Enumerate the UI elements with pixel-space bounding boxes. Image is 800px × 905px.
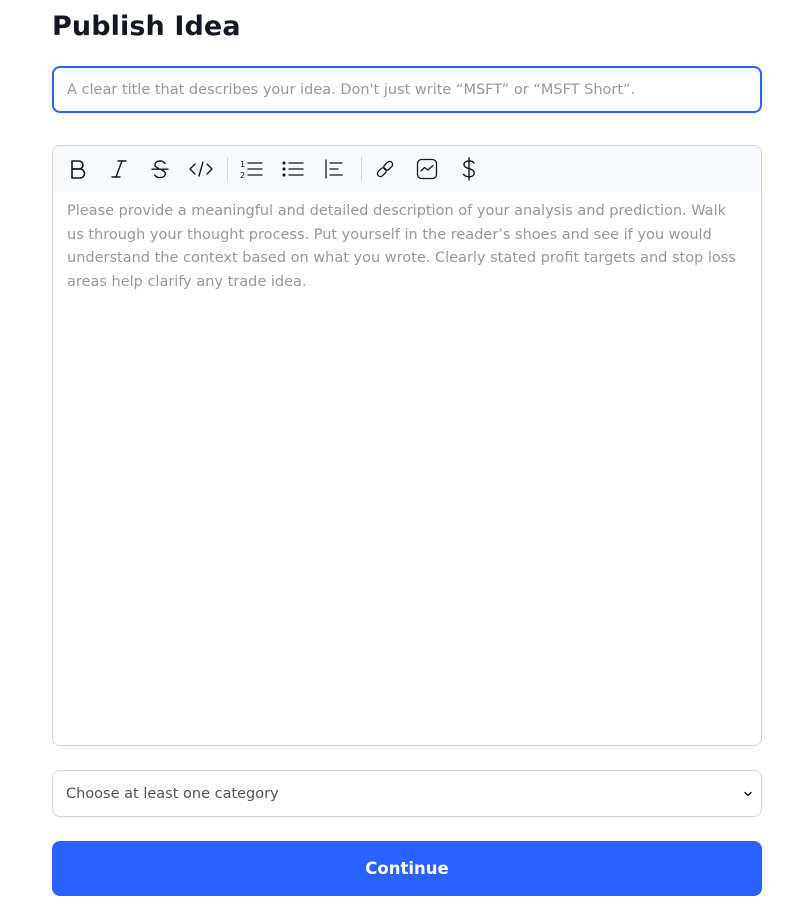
continue-button[interactable]: Continue xyxy=(52,841,762,896)
italic-icon xyxy=(108,158,130,180)
numbered-list-button[interactable] xyxy=(233,151,269,187)
page-title: Publish Idea xyxy=(52,11,241,42)
dollar-button[interactable] xyxy=(451,151,487,187)
svg-text:2: 2 xyxy=(240,171,246,180)
italic-button[interactable] xyxy=(101,151,137,187)
code-button[interactable] xyxy=(183,151,219,187)
quote-icon xyxy=(323,158,347,180)
svg-text:1: 1 xyxy=(240,160,246,169)
bold-icon xyxy=(67,158,89,180)
description-editor xyxy=(52,145,762,746)
bulleted-list-icon xyxy=(281,158,305,180)
category-select[interactable] xyxy=(52,770,762,817)
code-icon xyxy=(188,158,214,180)
strikethrough-button[interactable] xyxy=(142,151,178,187)
quote-button[interactable] xyxy=(317,151,353,187)
chevron-down-icon xyxy=(742,788,754,800)
bold-button[interactable] xyxy=(60,151,96,187)
numbered-list-icon xyxy=(239,158,263,180)
strikethrough-icon xyxy=(149,158,171,180)
toolbar-divider xyxy=(227,157,228,181)
description-textarea[interactable]: Please provide a meaningful and detailed description of your analysis and prediction. Walk us through your thought process. Put yourself in the reader’s shoes and see if you would understand the context based on what you wrote. Clearly stated profit targets and stop loss areas help clarify any trade idea. xyxy=(67,203,736,290)
chart-button[interactable] xyxy=(409,151,445,187)
toolbar-divider xyxy=(361,157,362,181)
idea-title-input[interactable] xyxy=(52,66,762,113)
bulleted-list-button[interactable] xyxy=(275,151,311,187)
editor-toolbar xyxy=(53,146,761,192)
chart-icon xyxy=(416,158,438,180)
dollar-icon xyxy=(458,157,480,181)
link-button[interactable] xyxy=(367,151,403,187)
category-select-label: Choose at least one category xyxy=(66,786,279,802)
link-icon xyxy=(374,158,396,180)
